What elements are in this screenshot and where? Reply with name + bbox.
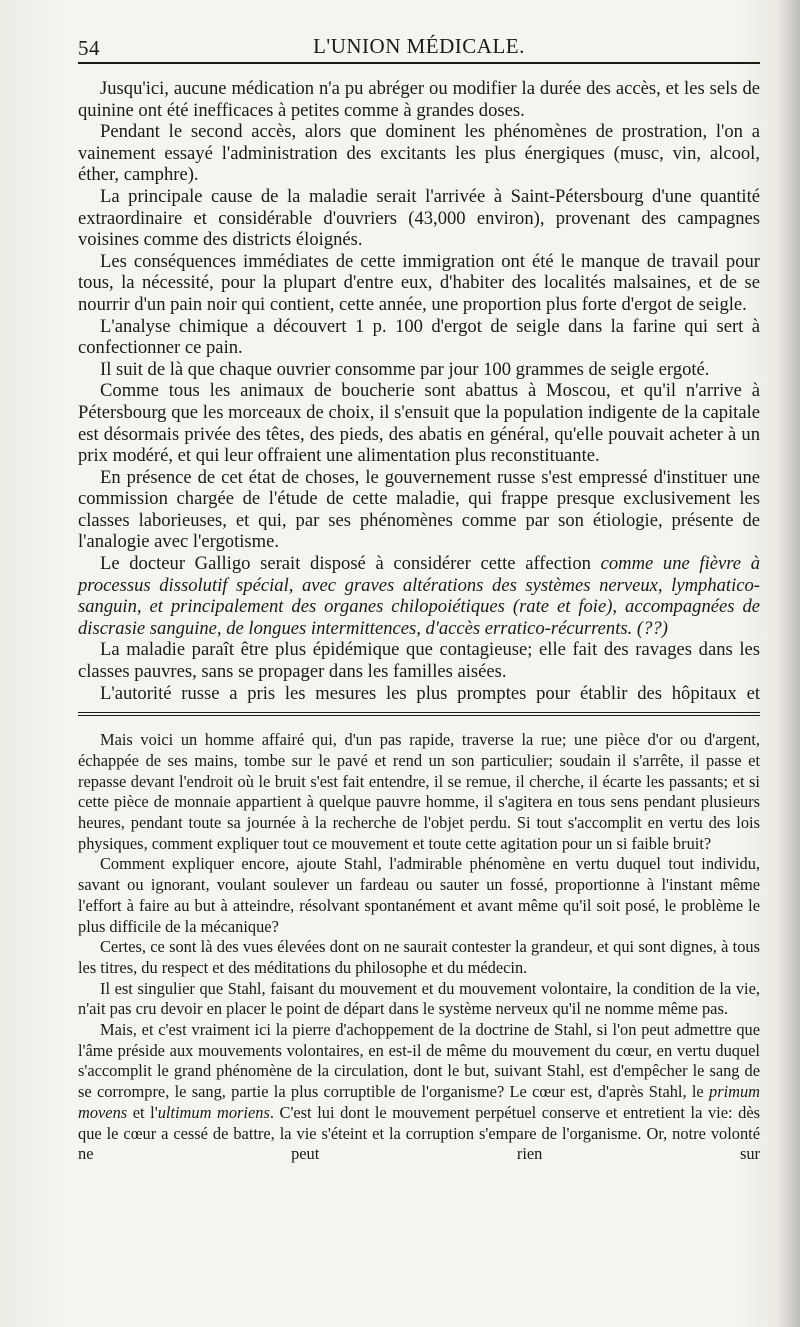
paragraph: Jusqu'ici, aucune médication n'a pu abréger ou modifier la durée des accès, et les sels de quinine ont été inefficaces à petites comme à grandes doses. bbox=[78, 78, 760, 121]
text-run: et l' bbox=[127, 1102, 158, 1122]
paragraph-continued: L'autorité russe a pris les mesures les plus promptes pour établir des hôpitaux et bbox=[100, 682, 760, 704]
galligo-lead: Le docteur Galligo serait disposé à considérer cette affection bbox=[100, 553, 601, 575]
paragraph: Il suit de là que chaque ouvrier consomme par jour 100 grammes de seigle ergoté. bbox=[100, 358, 710, 380]
italic-run: ultimum moriens bbox=[157, 1102, 270, 1122]
page-number: 54 bbox=[78, 36, 100, 60]
paragraph: En présence de cet état de choses, le gouvernement russe s'est empressé d'instituer une commission chargée de l'étude de cette maladie, qui frappe presque exclusivement les classes laborieuses, et qui, par ses phénomènes comme par son étiologie, présente de l'analogie avec l'ergotisme. bbox=[78, 466, 760, 553]
feuilleton-paragraph: Il est singulier que Stahl, faisant du mouvement et du mouvement volontaire, la condition de la vie, n'ait pas cru devoir en placer le point de départ dans le système nerveux qu'il ne nomme même pas. bbox=[78, 978, 760, 1019]
header-rule bbox=[78, 62, 760, 64]
feuilleton-divider bbox=[78, 712, 760, 718]
paragraph: L'analyse chimique a découvert 1 p. 100 d'ergot de seigle dans la farine qui sert à confectionner ce pain. bbox=[78, 315, 760, 359]
galligo-paragraph bbox=[78, 553, 760, 639]
italic-run: primum movens bbox=[78, 1082, 760, 1122]
paragraph: Les conséquences immédiates de cette immigration ont été le manque de travail pour tous, la nécessité, pour la plupart d'entre eux, d'habiter des localités malsaines, et de se nourrir d'un pain noir qui contient, cette année, une proportion plus forte d'ergot de seigle. bbox=[78, 250, 760, 315]
running-head bbox=[78, 28, 760, 62]
paragraph: Comme tous les animaux de boucherie sont abattus à Moscou, et qu'il n'arrive à Pétersbourg que les morceaux de choix, il s'ensuit que la population indigente de la capitale est désormais privée des têtes, des pieds, des abatis en général, qu'elle pouvait acheter à un prix modéré, et qui leur offraient une alimentation plus reconstituante. bbox=[78, 380, 760, 467]
paragraph: La principale cause de la maladie serait l'arrivée à Saint-Pétersbourg d'une quantité extraordinaire et considérable d'ouvriers (43,000 environ), provenant des campagnes voisines comme des districts éloignés. bbox=[78, 185, 760, 251]
feuilleton-paragraph: Certes, ce sont là des vues élevées dont on ne saurait contester la grandeur, et qui sont dignes, à tous les titres, du respect et des méditations du philosophe et du médecin. bbox=[78, 937, 760, 977]
text-run: . C'est lui dont le mouvement perpétuel conserve et entretient la vie: dès que le cœur a cessé de battre, la vie s'éteint et la corruption s'empare de l'organisme. Or, notre volonté ne peut rien sur bbox=[78, 1102, 761, 1164]
feuilleton-body bbox=[78, 730, 760, 1165]
feuilleton-paragraph: Comment expliquer encore, ajoute Stahl, l'admirable phénomène en vertu duquel tout individu, savant ou ignorant, voulant soulever un fardeau ou sauter un fossé, proportionne à l'instant même l'effort à faire au but à atteindre, résolvant spontanément et avant même qu'il soit posé, le problème le plus difficile de la mécanique? bbox=[78, 854, 760, 936]
feuilleton-paragraph: Mais voici un homme affairé qui, d'un pas rapide, traverse la rue; une pièce d'or ou d'argent, échappée de ses mains, tombe sur le pavé et rend un son particulier; soudain il s'arrête, il passe et repasse devant l'endroit où le bruit s'est fait entendre, il se remue, il cherche, il écarte les passants; et si cette pièce de monnaie appartient à quelque pauvre homme, il s'agitera en tous sens pendant plusieurs heures, pendant toute sa journée à la recherche de l'objet perdu. Si tout s'accomplit en vertu des lois physiques, comment expliquer tout ce mouvement et toute cette agitation pour un si faible bruit? bbox=[78, 730, 760, 853]
book-gutter-shadow bbox=[778, 0, 800, 1327]
paragraph: Pendant le second accès, alors que dominent les phénomènes de prostration, l'on a vainement essayé l'administration des excitants les plus énergiques (musc, vin, alcool, éther, camphre). bbox=[78, 121, 760, 186]
journal-title: L'UNION MÉDICALE. bbox=[313, 34, 525, 58]
galligo-italic: comme une fièvre à processus dissolutif spécial, avec graves altérations des systèmes nerveux, lymphatico-sanguin, et principalement des organes chilopoiétiques (rate et foie), accompagnées de discrasie sanguine, de longues intermittences, d'accès erratico-récurrents. (??) bbox=[78, 553, 760, 639]
text-run: Mais, et c'est vraiment ici la pierre d'achoppement de la doctrine de Stahl, si l'on peut admettre que l'âme préside aux mouvements volontaires, en est-il de même du mouvement du cœur, en vertu duquel s'accomplit le grand phénomène de la circulation, dont le but, suivant Stahl, est d'empêcher le sang de se corrompre, le sang, partie la plus corruptible de l'organisme? Le cœur est, d'après Stahl, le bbox=[78, 1020, 760, 1102]
paragraph: La maladie paraît être plus épidémique que contagieuse; elle fait des ravages dans les classes pauvres, sans se propager dans les familles aisées. bbox=[78, 639, 760, 683]
article-body bbox=[78, 78, 760, 704]
feuilleton-paragraph-continued bbox=[78, 1020, 760, 1165]
